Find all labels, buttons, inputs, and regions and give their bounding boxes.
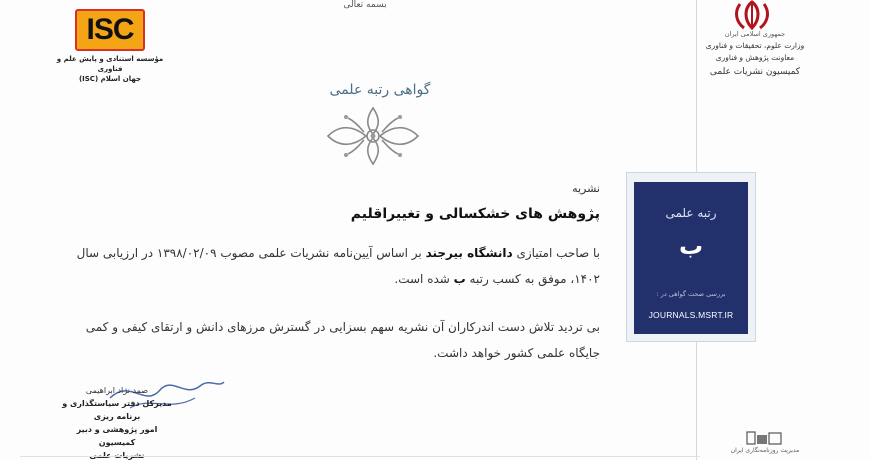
bottom-logo-caption: مدیریت روزنامه‌نگاری ایران <box>730 447 800 454</box>
iran-emblem-icon <box>722 0 782 30</box>
rank-card-title: رتبه علمی <box>665 206 717 220</box>
p1-grade: ب <box>453 272 466 286</box>
signer-name: صمد نژاد ابراهیمی <box>85 386 149 395</box>
ministry-line2: وزارت علوم، تحقیقات و فناوری <box>705 41 805 50</box>
rank-card-verify: بررسی صحت گواهی در : <box>656 290 726 298</box>
isc-logo-text: ISC <box>86 13 134 46</box>
isc-name-line1: مؤسسه استنادی و پایش علم و فناوری <box>56 55 164 73</box>
paragraph-1 <box>60 240 600 292</box>
p1-owner: دانشگاه بیرجند <box>425 246 513 260</box>
isc-name-line2: جهان اسلام (ISC) <box>78 75 142 83</box>
rank-card <box>634 182 748 334</box>
paragraph-2: بی تردید تلاش دست اندرکاران آن نشریه سهم بسزایی در گسترش مرزهای دانش و ارتقای کیفی و کمی جایگاه علمی کشور خواهد داشت. <box>85 320 600 360</box>
signer-role1: مدیرکل دفتر سیاستگذاری و برنامه ریزی <box>62 399 172 421</box>
rank-card-url[interactable]: JOURNALS.MSRT.IR <box>648 310 734 320</box>
top-mark: بسمه تعالی <box>343 0 387 10</box>
commission-name: کمیسیون نشریات علمی <box>709 67 801 77</box>
signature-block <box>62 384 172 462</box>
certificate-title: گواهی رتبه علمی <box>329 82 431 98</box>
isc-name <box>52 54 168 84</box>
journal-label: نشریه <box>572 182 600 195</box>
isc-logo <box>75 9 145 51</box>
bottom-rule <box>20 456 700 457</box>
bottom-logo-icon <box>745 430 785 446</box>
signer-role2: امور پژوهشی و دبیر کمیسیون <box>76 425 158 447</box>
rank-card-grade: ب <box>678 232 704 260</box>
ministry-line3: معاونت پژوهش و فناوری <box>715 53 795 62</box>
p1-part-a: با صاحب امتیازی <box>512 246 600 260</box>
p1-part-b: بر اساس آیین‌نامه نشریات علمی مصوب ۱۳۹۸/۰۲/۰۹ در ارزیابی سال ۱۴۰۲، موفق به کسب رتبه <box>76 246 600 286</box>
p1-part-c: شده است. <box>394 272 454 286</box>
ministry-line1: جمهوری اسلامی ایران <box>724 30 786 38</box>
ministry-block <box>690 28 820 78</box>
journal-name: پژوهش های خشکسالی و تغییراقلیم <box>350 206 600 222</box>
ornament-icon <box>318 104 428 168</box>
